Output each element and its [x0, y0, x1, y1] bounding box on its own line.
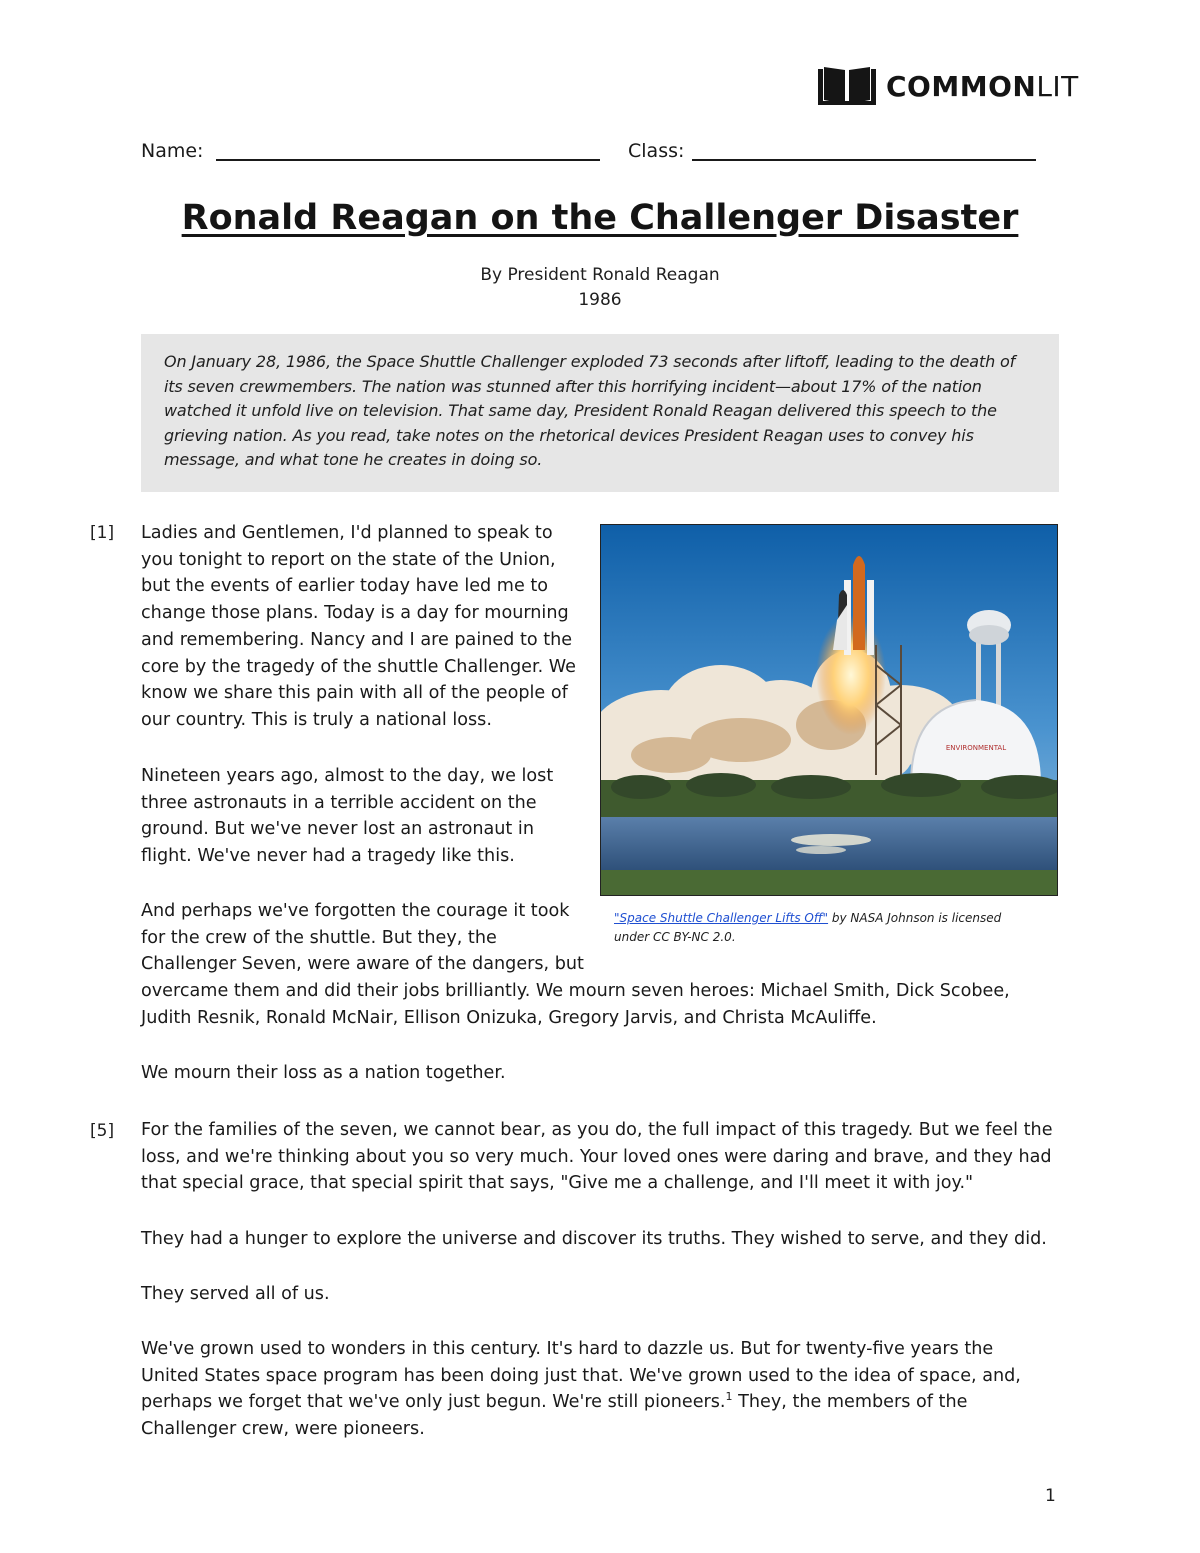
paragraph-6	[141, 1226, 1071, 1253]
text-span: perhaps we forget that we've only just begun. We're still pioneers.	[141, 1392, 726, 1413]
paragraph-5	[141, 1117, 1071, 1197]
document-title: Ronald Reagan on the Challenger Disaster	[181, 198, 1019, 238]
text-span: They, the members of the	[732, 1392, 968, 1413]
paragraph-number: [5]	[90, 1121, 115, 1141]
text-line: Nineteen years ago, almost to the day, we lost	[141, 766, 554, 786]
name-label: Name:	[141, 140, 204, 162]
text-line: know we share this pain with all of the people of	[141, 683, 568, 704]
text-line: And perhaps we've forgotten the courage it took	[141, 901, 570, 921]
text-line: that special grace, that special spirit that says, "Give me a challenge, and I'll meet it with joy."	[141, 1173, 974, 1194]
text-line: our country. This is truly a national loss.	[141, 709, 492, 730]
text-line: loss, and we're thinking about you so very much. Your loved ones were daring and brave, and they had	[141, 1146, 1052, 1167]
logo-text-bold: COMMON	[886, 69, 1037, 103]
paragraph-2	[141, 763, 601, 870]
photo-caption	[614, 909, 1054, 947]
paragraph-7	[141, 1281, 1071, 1308]
intro-line: On January 28, 1986, the Space Shuttle Challenger exploded 73 seconds after liftoff, leading to the death of	[164, 352, 1016, 371]
logo-text-light: LIT	[1036, 69, 1079, 103]
footnote-ref[interactable]: 1	[725, 1390, 733, 1404]
page-number: 1	[1045, 1486, 1056, 1506]
text-line: They served all of us.	[141, 1284, 330, 1304]
text-line: overcame them and did their jobs brilliantly. We mourn seven heroes: Michael Smith, Dick Scobee,	[141, 981, 1010, 1002]
publication-year: 1986	[578, 290, 622, 310]
shuttle-launch-photo	[600, 524, 1058, 896]
text-line: Challenger Seven, were aware of the dangers, but	[141, 954, 584, 975]
text-line: Challenger crew, were pioneers.	[141, 1419, 425, 1440]
name-field[interactable]	[216, 159, 600, 161]
open-book-icon	[818, 66, 876, 106]
caption-text: by NASA Johnson is licensed	[828, 911, 1002, 925]
paragraph-8	[141, 1336, 1071, 1443]
commonlit-logo	[818, 66, 1079, 106]
class-field[interactable]	[692, 159, 1036, 161]
text-line: For the families of the seven, we cannot bear, as you do, the full impact of this tragedy. But we feel the	[141, 1120, 1053, 1140]
text-line: you tonight to report on the state of the Union,	[141, 549, 556, 570]
intro-line: its seven crewmembers. The nation was stunned after this horrifying incident—about 17% of the nation	[164, 376, 982, 396]
class-label: Class:	[628, 140, 685, 162]
caption-text: under CC BY-NC 2.0.	[614, 930, 736, 944]
text-line: We mourn their loss as a nation together.	[141, 1063, 506, 1083]
text-line: for the crew of the shuttle. But they, the	[141, 927, 497, 948]
text-line: flight. We've never had a tragedy like this.	[141, 846, 515, 867]
intro-box	[141, 334, 1059, 492]
shuttle-launch-illustration	[601, 525, 1057, 895]
text-line: Judith Resnik, Ronald McNair, Ellison Onizuka, Gregory Jarvis, and Christa McAuliffe.	[141, 1007, 877, 1028]
text-line: but the events of earlier today have led me to	[141, 576, 549, 597]
text-line: three astronauts in a terrible accident on the	[141, 792, 537, 813]
text-line: We've grown used to wonders in this century. It's hard to dazzle us. But for twenty-five years the	[141, 1339, 994, 1359]
text-line: ground. But we've never lost an astronaut in	[141, 819, 534, 840]
paragraph-1	[141, 520, 601, 734]
image-source-link[interactable]: "Space Shuttle Challenger Lifts Off"	[614, 911, 829, 925]
text-line: They had a hunger to explore the universe and discover its truths. They wished to serve, and they did.	[141, 1229, 1047, 1249]
paragraph-4	[141, 1060, 1071, 1087]
author-byline: By President Ronald Reagan	[480, 265, 720, 285]
intro-line: grieving nation. As you read, take notes on the rhetorical devices President Reagan uses to convey his	[164, 425, 974, 445]
text-line	[141, 1389, 1071, 1416]
intro-line: message, and what tone he creates in doing so.	[164, 450, 543, 470]
building-sign: ENVIRONMENTAL	[945, 744, 1007, 752]
text-line: Ladies and Gentlemen, I'd planned to speak to	[141, 523, 553, 543]
text-line: United States space program has been doing just that. We've grown used to the idea of space, and,	[141, 1365, 1021, 1386]
text-line: core by the tragedy of the shuttle Challenger. We	[141, 656, 576, 677]
paragraph-number: [1]	[90, 523, 115, 543]
text-line: change those plans. Today is a day for mourning	[141, 603, 569, 624]
text-line: and remembering. Nancy and I are pained to the	[141, 629, 573, 650]
intro-line: watched it unfold live on television. That same day, President Ronald Reagan delivered this speech to the	[164, 401, 997, 421]
